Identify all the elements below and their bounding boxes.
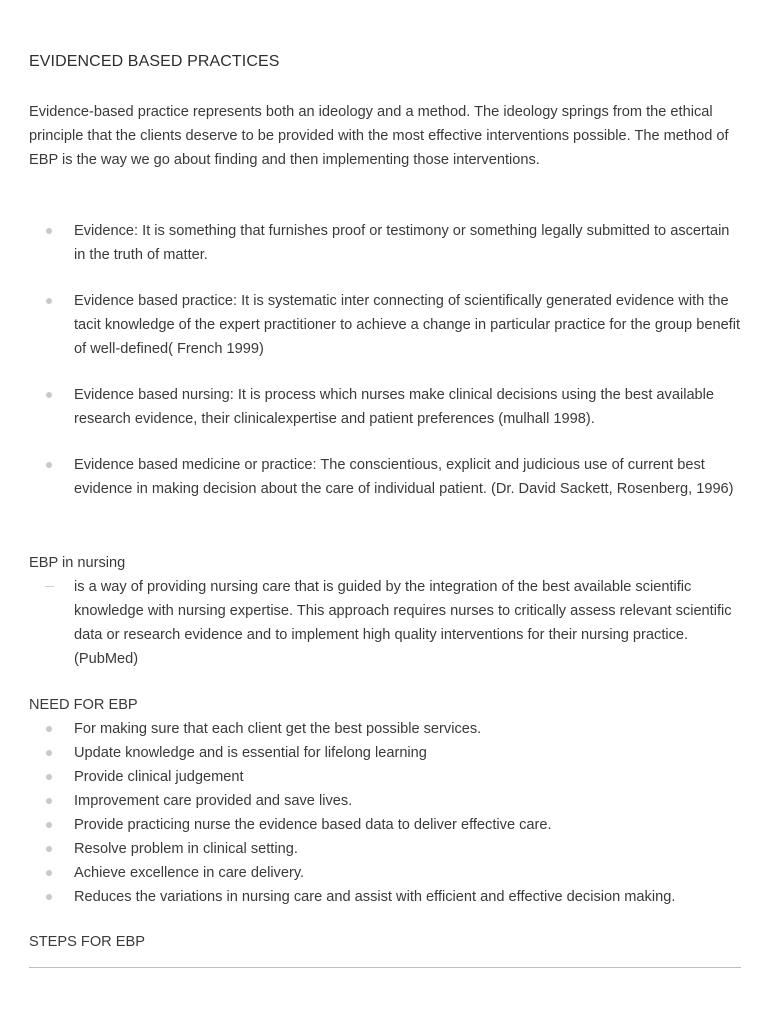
ebp-nursing-item (29, 575, 741, 671)
definition-item (29, 219, 741, 267)
definition-text: Evidence: It is something that furnishes proof or testimony or something legally submitted to ascertain in the truth of matter. (74, 223, 730, 263)
need-item (29, 813, 741, 837)
bullet-icon (46, 822, 52, 828)
intro-paragraph: Evidence-based practice represents both an ideology and a method. The ideology springs from the ethical principle that the clients deserve to be provided with the most effective interventions possible. The method of EBP is the way we go about finding and then implementing those interventions. (29, 104, 729, 168)
bullet-icon (46, 750, 52, 756)
need-text: Provide clinical judgement (74, 769, 244, 785)
bullet-icon (46, 298, 52, 304)
dash-icon (45, 586, 54, 587)
bullet-icon (46, 870, 52, 876)
bullet-icon (46, 392, 52, 398)
need-text: Update knowledge and is essential for lifelong learning (74, 745, 427, 761)
need-item (29, 789, 741, 813)
need-list (29, 717, 741, 909)
definition-item (29, 383, 741, 431)
page-title: EVIDENCED BASED PRACTICES (29, 53, 280, 70)
need-heading: NEED FOR EBP (29, 697, 138, 713)
definition-item (29, 289, 741, 361)
definition-item (29, 453, 741, 501)
need-item (29, 741, 741, 765)
bullet-icon (46, 462, 52, 468)
bullet-icon (46, 846, 52, 852)
divider (29, 967, 741, 968)
ebp-nursing-heading: EBP in nursing (29, 555, 126, 571)
bullet-icon (46, 228, 52, 234)
need-text: Improvement care provided and save lives. (74, 793, 353, 809)
bullet-icon (46, 894, 52, 900)
definition-text: Evidence based nursing: It is process which nurses make clinical decisions using the best available research evidence, their clinicalexpertise and patient preferences (mulhall 1998). (74, 387, 715, 427)
bullet-icon (46, 774, 52, 780)
steps-heading: STEPS FOR EBP (29, 934, 145, 950)
need-item (29, 861, 741, 885)
need-text: Achieve excellence in care delivery. (74, 865, 305, 881)
need-text: Provide practicing nurse the evidence based data to deliver effective care. (74, 817, 552, 833)
need-text: Reduces the variations in nursing care and assist with efficient and effective decision making. (74, 889, 676, 905)
need-item (29, 885, 741, 909)
definition-text: Evidence based medicine or practice: The conscientious, explicit and judicious use of current best evidence in making decision about the care of individual patient. (Dr. David Sackett, Rosenberg, 1996) (74, 457, 734, 497)
need-text: Resolve problem in clinical setting. (74, 841, 298, 857)
need-text: For making sure that each client get the best possible services. (74, 721, 482, 737)
definition-text: Evidence based practice: It is systematic inter connecting of scientifically generated evidence with the tacit knowledge of the expert practitioner to achieve a change in particular practice for the group benefit of well-defined( French 1999) (74, 293, 741, 357)
need-item (29, 837, 741, 861)
ebp-nursing-list (29, 575, 741, 671)
ebp-nursing-text: is a way of providing nursing care that is guided by the integration of the best available scientific knowledge with nursing expertise. This approach requires nurses to critically assess relevant scientific data or research evidence and to implement high quality interventions for their nursing practice. (PubMed) (74, 579, 732, 667)
definitions-list (29, 219, 741, 523)
need-item (29, 765, 741, 789)
bullet-icon (46, 798, 52, 804)
need-item (29, 717, 741, 741)
bullet-icon (46, 726, 52, 732)
